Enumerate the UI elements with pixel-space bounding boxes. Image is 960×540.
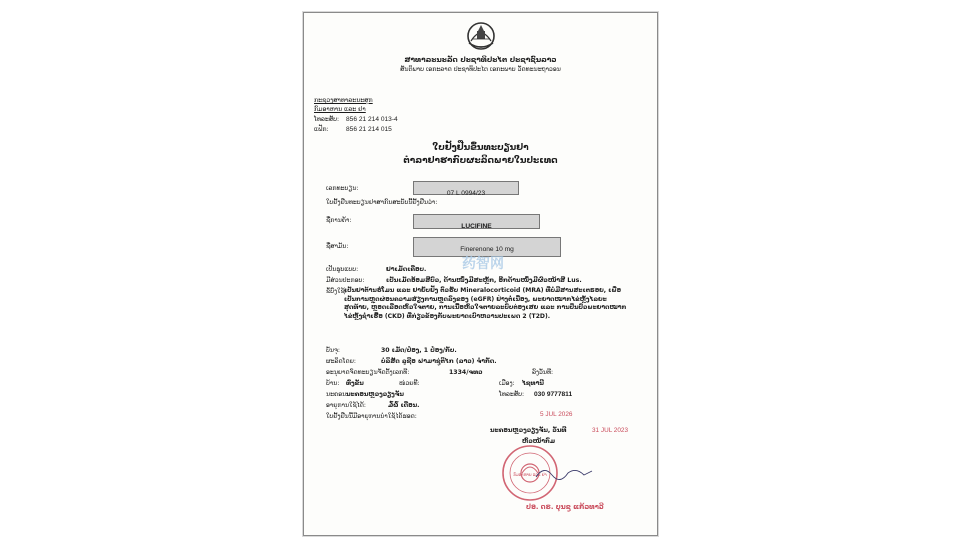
indication-label: ຂໍ້ບົ່ງໃຊ້: bbox=[326, 288, 347, 295]
seal-text: ກົມອາຫານ ແລະ ຢາ bbox=[513, 472, 547, 477]
trade-name-box bbox=[413, 214, 540, 229]
signer-title: ຫົວໜ້າກົມ bbox=[522, 438, 556, 445]
reg-no-value: 07 L 0994/23 bbox=[446, 190, 486, 197]
permit-value: 1334/ຈທວ bbox=[449, 369, 483, 376]
permit-label: ອະນຸຍາດຈົດທະບຽນຈັດຕັ້ງເລກທີ: bbox=[326, 369, 410, 376]
signature-icon bbox=[534, 463, 594, 483]
manufacturer-label: ຜະລິດໂດຍ: bbox=[326, 358, 357, 365]
issued-date-stamp: 31 JUL 2023 bbox=[592, 427, 629, 434]
watermark-text: 药智网 bbox=[462, 256, 504, 272]
district-value: ໄຊທານີ bbox=[522, 380, 544, 387]
generic-value: Finerenone 10 mg bbox=[460, 246, 514, 253]
reg-no-box bbox=[413, 181, 519, 195]
indication-value: ເປັນຢາຕ້ານຮໍໂມນ ແລະ ຢາຍັບຢັ້ງ ຕົວຮັບ Mineralocorticoid (MRA) ທີ່ບໍ່ມີສານສະເຕຣອຍ, ເພື່ອເປັນການຫຼຸດຜ່ອນຄວາມສ່ຽງການຫຼຸດລົງຂອງ (eGFR) ຢ່າງຕໍ່ເນື່ອງ, ພະຍາດໝາກໄຂ່ຫຼັງໄລຍະສຸດທ້າຍ, ຫຼອດເລືອດຫົວໃຈຕາຍ, ການເນື້ອຫົວໃຈຕາຍລະບົບຕ່ອງເສຍ ແລະ ການປິ່ນປົວພະຍາດໝາກໄຂ່ຫຼັງຊໍາເຮື້ອ (CKD) ທີ່ກ່ຽວຂ້ອງກັບພະຍາດເບົາຫວານປະເພດ 2 (T2D). bbox=[344, 287, 627, 320]
signer-name: ປອ. ດຣ. ບຸນຊູ ແກ້ວທາວີ bbox=[526, 503, 604, 511]
issued-place: ນະຄອນຫຼວງວຽງຈັນ, ວັນທີ bbox=[490, 427, 567, 434]
header-line-1: ສາທາລະນະລັດ ປະຊາທິປະໄຕ ປະຊາຊົນລາວ bbox=[404, 55, 557, 64]
phone-value: 856 21 214 013-4 bbox=[346, 116, 398, 123]
village-label: ບ້ານ: bbox=[326, 380, 340, 387]
composition-value: ເປັນເມັດອ້ອມສີບົວ, ດ້ານໜຶ່ງມີສະຫຼັກ, ອີກດ້ານໜຶ່ງມີຜົວໜ້າສີ Lus. bbox=[386, 277, 582, 284]
validity-label: ອາຍຸການໃຊ້ໄດ້: bbox=[326, 402, 366, 409]
form-value: ຢາເມັດເຄືອບ. bbox=[386, 266, 427, 273]
valid-until-stamp: 5 JUL 2026 bbox=[540, 411, 573, 418]
village-value: ທົ່ງຂັນ bbox=[346, 380, 364, 387]
valid-until-label: ໃບຢັ້ງຢືນນີ້ມີອາຍຸການນຳໃຊ້ໄດ້ຮອດ: bbox=[326, 413, 417, 420]
fax-value: 856 21 214 015 bbox=[346, 126, 392, 133]
header-line-2: ສັນຕິພາບ ເອກະລາດ ປະຊາທິປະໄຕ ເອກະພາບ ວັດທະນະຖາວອນ bbox=[400, 66, 561, 73]
department-name: ກົມອາຫານ ແລະ ຢາ bbox=[314, 106, 366, 113]
certificate-page: ສາທາລະນະລັດ ປະຊາທິປະໄຕ ປະຊາຊົນລາວ ສັນຕິພາບ ເອກະລາດ ປະຊາທິປະໄຕ ເອກະພາບ ວັດທະນະຖາວອນ ກະຊວງສາທາລະນະສຸກ ກົມອາຫານ ແລະ ຢາ ໂທລະສັບ: 856 21 214 013-4 ແຟັກ: 856 21 214 015 ໃບຢັ້ງຢືນຂຶ້ນທະບຽນຢາ ຕຳລາຢາຮາກົບຜະລິດພາຍໃນປະເທດ ເລກທະບຽນ: 07 L 0994/23 ໃບຢັ້ງຢືນທະບຽນຢາສາກົນສະບັບນີ້ຢັ້ງຢືນວ່າ: ຊື່ການຄ້າ: LUCIFINE ຊື່ສາມັນ: Finerenone 10 mg ເປັນຮູບແບບ: ຢາເມັດເຄືອບ. ມີສ່ວນປະກອບ: ເປັນເມັດອ້ອມສີບົວ, ດ້ານໜຶ່ງມີສະຫຼັກ, ອີກດ້ານໜຶ່ງມີຜົວໜ້າສີ Lus. ຂໍ້ບົ່ງໃຊ້: ເປັນຢາຕ້ານຮໍໂມນ ແລະ ຢາຍັບຢັ້ງ ຕົວຮັບ Mineralocorticoid (MRA) ທີ່ບໍ່ມີສານສະເຕຣອຍ, ເພື່ອເປັນການຫຼຸດຜ່ອນຄວາມສ່ຽງການຫຼຸດລົງຂອງ (eGFR) ຢ່າງຕໍ່ເນື່ອງ, ພະຍາດໝາກໄຂ່ຫຼັງໄລຍະສຸດທ້າຍ, ຫຼອດເລືອດຫົວໃຈຕາຍ, ການເນື້ອຫົວໃຈຕາຍລະບົບຕ່ອງເສຍ ແລະ ການປິ່ນປົວພະຍາດໝາກໄຂ່ຫຼັງຊໍາເຮື້ອ (CKD) ທີ່ກ່ຽວຂ້ອງກັບພະຍາດເບົາຫວານປະເພດ 2 (T2D). 药智网 ບັນຈຸ: 30 ເມັດ/ປ໋ອງ, 1 ປ໋ອງ/ກັບ. ຜະລິດໂດຍ: ບໍລິສັດ ລູຊີອ ຟາມາຊູ່ຕິໄກ (ລາວ) ຈຳກັດ. ອະນຸຍາດຈົດທະບຽນຈັດຕັ້ງເລກທີ: 1334/ຈທວ ລົງວັນທີ: ບ້ານ: ທົ່ງຂັນ ໜ່ວຍທີ: ເມືອງ: ໄຊທານີ ນະຄອນ: ນະຄອນຫຼວງວຽງຈັນ ໂທລະສັບ: 030 9777811 ອາຍຸການໃຊ້ໄດ້: ໓໖ ເດືອນ. ໃບຢັ້ງຢືນນີ້ມີອາຍຸການນຳໃຊ້ໄດ້ຮອດ: 5 JUL 2026 ນະຄອນຫຼວງວຽງຈັນ, ວັນທີ 31 JUL 2023 ຫົວໜ້າກົມ ກົມອາຫານ ແລະ ຢາ ປອ. ດຣ. ບຸນຊູ ແກ້ວທາວີ bbox=[303, 12, 658, 536]
form-label: ເປັນຮູບແບບ: bbox=[326, 266, 359, 273]
tel-value: 030 9777811 bbox=[534, 391, 573, 398]
pack-value: 30 ເມັດ/ປ໋ອງ, 1 ປ໋ອງ/ກັບ. bbox=[381, 347, 457, 354]
certificate-title: ໃບຢັ້ງຢືນຂຶ້ນທະບຽນຢາ bbox=[432, 143, 529, 153]
validity-value: ໓໖ ເດືອນ. bbox=[388, 402, 420, 409]
ministry-name: ກະຊວງສາທາລະນະສຸກ bbox=[314, 97, 373, 104]
city-value: ນະຄອນຫຼວງວຽງຈັນ bbox=[346, 391, 404, 398]
phone-label: ໂທລະສັບ: bbox=[314, 116, 340, 123]
generic-label: ຊື່ສາມັນ: bbox=[326, 243, 349, 250]
date-label: ລົງວັນທີ: bbox=[532, 369, 554, 376]
tel-label: ໂທລະສັບ: bbox=[499, 391, 525, 398]
composition-label: ມີສ່ວນປະກອບ: bbox=[326, 277, 365, 284]
reg-no-label: ເລກທະບຽນ: bbox=[326, 185, 359, 192]
city-label: ນະຄອນ: bbox=[326, 391, 349, 398]
trade-name-label: ຊື່ການຄ້າ: bbox=[326, 217, 352, 224]
trade-name-value: LUCIFINE bbox=[461, 223, 492, 230]
certificate-subtitle: ຕຳລາຢາຮາກົບຜະລິດພາຍໃນປະເທດ bbox=[403, 156, 558, 166]
manufacturer-value: ບໍລິສັດ ລູຊີອ ຟາມາຊູ່ຕິໄກ (ລາວ) ຈຳກັດ. bbox=[381, 358, 497, 365]
pack-label: ບັນຈຸ: bbox=[326, 347, 340, 354]
fax-label: ແຟັກ: bbox=[314, 126, 329, 133]
national-emblem-icon bbox=[465, 21, 497, 51]
district-label: ເມືອງ: bbox=[499, 380, 515, 387]
intro-text: ໃບຢັ້ງຢືນທະບຽນຢາສາກົນສະບັບນີ້ຢັ້ງຢືນວ່າ: bbox=[326, 199, 438, 206]
